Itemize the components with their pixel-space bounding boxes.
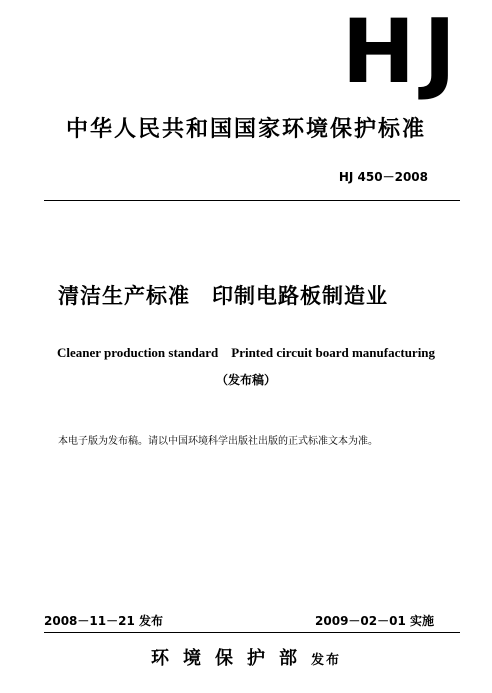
bottom-divider — [44, 632, 460, 633]
top-divider — [44, 200, 460, 201]
draft-label: （发布稿） — [215, 373, 276, 387]
document-title-english: Cleaner production standard Printed circuit board manufacturing — [56, 345, 436, 360]
issue-date: 2008－11－21 发布 — [44, 614, 163, 628]
edition-notice: 本电子版为发布稿。请以中国环境科学出版社出版的正式标准文本为准。 — [58, 436, 378, 447]
standard-number: HJ 450－2008 — [338, 170, 428, 184]
issuer-line — [0, 644, 492, 670]
issuer-name: 环境保护部 — [150, 648, 311, 669]
issuer-suffix: 发布 — [310, 653, 341, 668]
document-title-chinese: 清洁生产标准 印制电路板制造业 — [58, 284, 388, 308]
standard-category-title: 中华人民共和国国家环境保护标准 — [65, 117, 426, 142]
implementation-date: 2009－02－01 实施 — [315, 614, 434, 628]
hj-logo: HJ — [341, 0, 464, 103]
